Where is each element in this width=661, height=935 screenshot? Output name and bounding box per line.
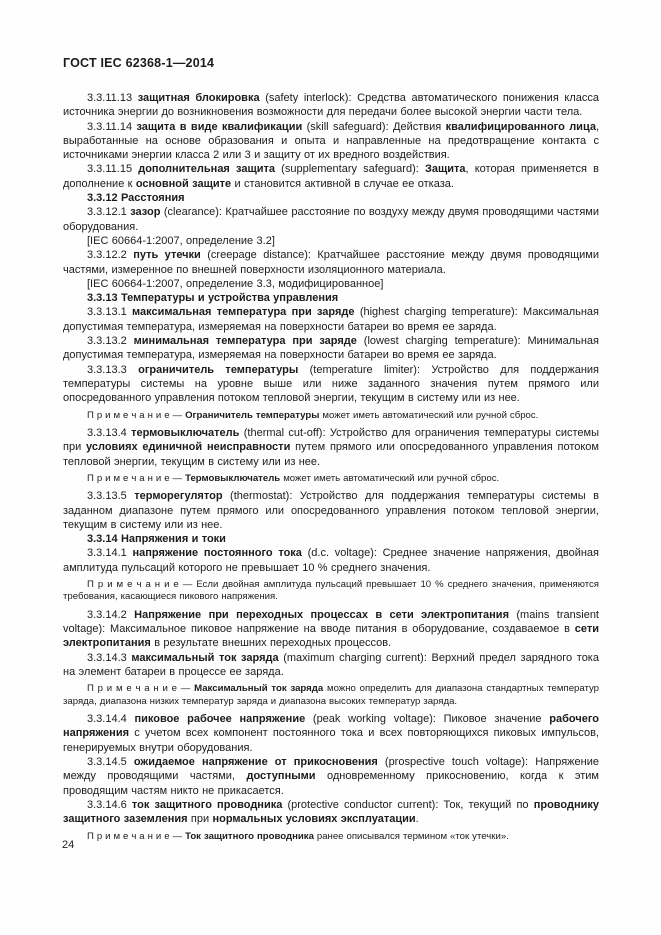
- text-run: .: [415, 813, 419, 826]
- text-run: ранее описывался термином «ток утечки».: [316, 830, 509, 842]
- paragraph-note: [63, 410, 599, 422]
- paragraph-ref: [63, 234, 599, 248]
- text-run: путь утечки: [133, 249, 208, 262]
- text-run: П р и м е ч а н и е — Если двойная амплитуда пульсаций превышает 10 % среднего значения, применяются требования, касающиеся пикового напряжения.: [63, 579, 599, 603]
- page-number: 24: [62, 839, 75, 851]
- text-run: ограничитель температуры: [138, 363, 310, 376]
- text-run: 3.3.12.2: [87, 249, 134, 262]
- text-run: дополнительная защита: [138, 163, 282, 176]
- text-run: (d.c. voltage): Среднее значение напряжения, двойная амплитуда пульсаций которого не превышает 10 % среднего значения.: [63, 547, 599, 574]
- text-run: 3.3.13.2: [87, 335, 134, 348]
- text-run: Защита: [424, 163, 466, 176]
- text-run: (lowest charging temperature): Минимальная допустимая температура, измеряемая на поверхности батареи во время ее заряда.: [63, 335, 600, 362]
- paragraph-heading: [63, 291, 599, 305]
- text-run: 3.3.14.4: [87, 713, 135, 726]
- text-run: (thermal cut-off): Устройство для ограничения температуры системы при: [63, 426, 599, 454]
- paragraph-body: [63, 205, 599, 234]
- paragraph-heading: [63, 191, 599, 205]
- text-run: защита в виде квалификации: [136, 120, 307, 133]
- text-run: , которая применяется в дополнение к: [63, 163, 600, 190]
- text-run: при: [190, 813, 213, 826]
- text-run: в результате внешних переходных процессов.: [154, 637, 392, 650]
- paragraph-body: [63, 546, 599, 575]
- text-run: (peak working voltage): Пиковое значение: [312, 713, 550, 726]
- text-run: с учетом всех компонент постоянного тока и всех повторяющихся пиковых импульсов, генерируемых внутри оборудования.: [63, 727, 599, 754]
- text-run: 3.3.11.13: [87, 92, 138, 104]
- text-run: (prospective touch voltage): Напряжение между проводящими частями,: [63, 756, 599, 783]
- text-run: условиях единичной неисправности: [86, 441, 296, 454]
- text-run: доступными: [246, 770, 327, 783]
- text-run: (skill safeguard): Действия: [306, 120, 446, 133]
- paragraph-note: [63, 683, 599, 708]
- text-run: термовыключатель: [131, 426, 244, 439]
- text-run: может иметь автоматический или ручной сброс.: [322, 409, 539, 421]
- text-run: 3.3.12.1: [87, 206, 131, 219]
- text-run: терморегулятор: [134, 490, 231, 503]
- text-run: путем прямого или опосредованного управления потоком тепловой энергии, текущим в систему или из нее.: [63, 441, 599, 468]
- text-run: (mains transient voltage): Максимальное пиковое напряжение на вводе питания в оборудование, создаваемое в: [63, 608, 599, 636]
- paragraph-body: [63, 334, 599, 363]
- text-run: Ограничитель температуры: [185, 409, 323, 421]
- text-run: Напряжение при переходных процессах в сети электропитания: [134, 608, 517, 621]
- paragraph-body: [63, 162, 599, 191]
- paragraph-heading: [63, 532, 599, 546]
- text-run: 3.3.11.14: [87, 120, 137, 133]
- paragraph-note: [63, 579, 599, 604]
- text-run: квалифицированного лица: [445, 120, 596, 133]
- running-header: ГОСТ IEC 62368-1—2014: [63, 56, 215, 70]
- paragraph-body: [63, 426, 599, 469]
- paragraph-body: [63, 712, 599, 755]
- text-run: можно определить для диапазона стандартных температур заряда, диапазона низких температур заряда и диапазона высоких температур заряда.: [63, 683, 600, 707]
- text-run: нормальных условиях эксплуатации: [212, 813, 416, 826]
- text-run: [IEC 60664-1:2007, определение 3.3, модифицированное]: [87, 277, 384, 290]
- paragraph-note: [63, 831, 599, 843]
- text-run: 3.3.14 Напряжения и токи: [87, 533, 226, 546]
- text-run: Термовыключатель: [185, 472, 284, 484]
- text-run: 3.3.13.3: [87, 363, 139, 376]
- paragraph-body: [63, 489, 599, 532]
- text-run: 3.3.13 Температуры и устройства управления: [87, 292, 339, 305]
- text-run: 3.3.14.5: [87, 756, 134, 769]
- text-run: пиковое рабочее напряжение: [134, 713, 313, 726]
- text-run: защитная блокировка: [137, 92, 266, 104]
- text-run: , выработанные на основе образования и опыта и направленные на предотвращение контакта с источниками энергии класса 2 или 3 и защиту от их вредного воздействия.: [63, 120, 600, 162]
- text-run: напряжение постоянного тока: [132, 547, 308, 560]
- paragraph-body: [63, 651, 599, 680]
- text-run: сети электропитания: [63, 623, 599, 650]
- text-run: одновременному прикосновению, когда к этим проводящим частям никто не прикасается.: [63, 770, 599, 797]
- paragraph-body: [63, 798, 599, 827]
- text-run: (highest charging temperature): Максимальная допустимая температура, измеряемая на поверхности батареи во время ее заряда.: [63, 306, 599, 333]
- paragraph-body: [63, 248, 599, 277]
- text-run: (supplementary safeguard):: [281, 163, 425, 176]
- paragraph-body: [63, 91, 599, 120]
- paragraph-ref: [63, 277, 599, 291]
- text-run: Ток защитного проводника: [185, 830, 317, 842]
- text-run: 3.3.13.1: [87, 306, 133, 319]
- text-run: ток защитного проводника: [131, 798, 288, 811]
- text-run: (thermostat): Устройство для поддержания температуры системы в заданном диапазоне путем прямого или опосредованного управления потоком тепловой энергии, текущим в систему или из нее.: [63, 490, 599, 531]
- text-run: (clearance): Кратчайшее расстояние по воздуху между двумя проводящими частями оборудования.: [63, 206, 599, 233]
- text-run: и становится активной в случае ее отказа.: [231, 177, 454, 190]
- paragraph-body: [63, 363, 599, 406]
- paragraph-body: [63, 608, 599, 651]
- paragraph-note: [63, 473, 599, 485]
- text-run: (temperature limiter): Устройство для поддержания температуры системы на уровне выше или ниже заданного значения путем прямого или опосредованного управления потоком тепловой энергии, текущим в систему или из нее.: [63, 363, 599, 405]
- text-run: проводнику защитного заземления: [63, 798, 599, 826]
- text-run: [IEC 60664-1:2007, определение 3.2]: [87, 234, 275, 247]
- text-run: П р и м е ч а н и е —: [87, 472, 186, 484]
- text-run: (maximum charging current): Верхний предел зарядного тока на элемент батареи в процессе ее заряда.: [63, 651, 599, 679]
- paragraph-body: [63, 755, 599, 798]
- text-run: (protective conductor current): Ток, текущий по: [287, 798, 534, 811]
- text-run: 3.3.14.2: [87, 608, 135, 621]
- paragraph-body: [63, 305, 599, 334]
- text-run: максимальный ток заряда: [131, 651, 284, 664]
- document-content: [63, 91, 599, 847]
- text-run: П р и м е ч а н и е —: [87, 830, 186, 842]
- text-run: Максимальный ток заряда: [194, 683, 327, 695]
- text-run: 3.3.12 Расстояния: [87, 192, 185, 205]
- paragraph-body: [63, 120, 599, 163]
- text-run: может иметь автоматический или ручной сброс.: [283, 472, 500, 484]
- text-run: рабочего напряжения: [63, 713, 599, 740]
- text-run: 3.3.13.4: [87, 426, 132, 439]
- text-run: максимальная температура при заряде: [132, 306, 360, 319]
- text-run: ожидаемое напряжение от прикосновения: [133, 756, 385, 769]
- text-run: П р и м е ч а н и е —: [87, 683, 195, 695]
- text-run: 3.3.14.3: [87, 651, 132, 664]
- text-run: (safety interlock): Средства автоматического понижения класса источника энергии до возникновения возможности для передачи более высокой энергии части тела.: [63, 92, 600, 119]
- text-run: основной защите: [135, 177, 232, 190]
- text-run: минимальная температура при заряде: [133, 335, 364, 348]
- text-run: 3.3.14.6: [87, 798, 132, 811]
- text-run: П р и м е ч а н и е —: [87, 409, 186, 421]
- text-run: (creepage distance): Кратчайшее расстояние между двумя проводящими частями, измеренное по внешней поверхности изоляционного материала.: [63, 249, 599, 276]
- text-run: 3.3.13.5: [87, 490, 135, 503]
- text-run: 3.3.11.15: [87, 163, 139, 176]
- text-run: 3.3.14.1: [87, 547, 133, 560]
- text-run: зазор: [130, 206, 164, 219]
